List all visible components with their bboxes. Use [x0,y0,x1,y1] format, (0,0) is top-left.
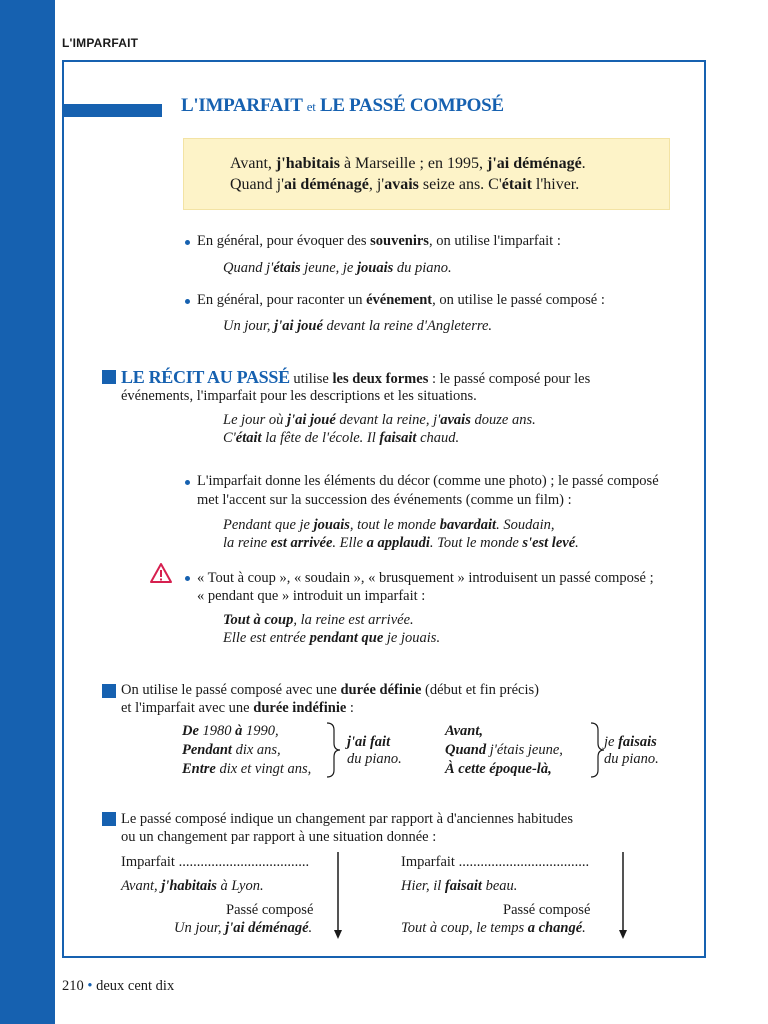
decor-line-2: met l'accent sur la succession des événements (comme un film) : [197,492,572,508]
duree-right-result-1: je faisais [604,734,657,750]
evenement-example: Un jour, j'ai joué devant la reine d'Angleterre. [223,318,493,334]
recit-heading: LE RÉCIT AU PASSÉ [121,367,290,387]
page-footer [62,978,174,995]
duree-left-1: De 1980 à 1990, [182,723,279,739]
souvenirs-rule: En général, pour évoquer des souvenirs, on utilise l'imparfait : [197,233,561,249]
left-color-band [0,0,55,1024]
changement-right-imparfait-label: Imparfait .................................... [401,854,590,870]
running-head: L'IMPARFAIT [62,36,139,50]
section-square [102,370,116,384]
changement-line-2: ou un changement par rapport à une situation donnée : [121,829,437,845]
bullet-dot [185,480,190,485]
changement-left-example: Avant, j'habitais à Lyon. [121,878,264,894]
changement-left-pc-example: Un jour, j'ai déménagé. [174,920,313,936]
example-box-line-1: Avant, j'habitais à Marseille ; en 1995, j'ai déménagé. [230,155,586,172]
duree-line-2: et l'imparfait avec une durée indéfinie : [121,700,354,716]
warning-icon [149,562,173,584]
duree-right-3: À cette époque-là, [445,761,552,777]
bullet-dot [185,240,190,245]
tout-a-coup-line-2: « pendant que » introduit un imparfait : [197,588,426,604]
decor-example-1: Pendant que je jouais, tout le monde bavardait. Soudain, [223,517,555,533]
title-bar [62,104,162,117]
decor-line-1: L'imparfait donne les éléments du décor (comme une photo) ; le passé composé [197,473,659,489]
duree-right-2: Quand j'étais jeune, [445,742,563,758]
example-box [183,138,670,210]
duree-left-result-1: j'ai fait [347,734,391,750]
recit-example-1: Le jour où j'ai joué devant la reine, j'avais douze ans. [223,412,536,428]
right-brace [325,722,341,778]
recit-example-2: C'était la fête de l'école. Il faisait chaud. [223,430,460,446]
changement-left-pc-label: Passé composé [226,902,314,918]
footer-bullet: • [87,978,93,994]
tout-a-coup-line-1: « Tout à coup », « soudain », « brusquement » introduisent un passé composé ; [197,570,654,586]
example-box-line-2: Quand j'ai déménagé, j'avais seize ans. C'était l'hiver. [230,176,580,193]
changement-right-pc-label: Passé composé [503,902,591,918]
duree-left-3: Entre dix et vingt ans, [182,761,312,777]
section-square [102,812,116,826]
changement-left-imparfait-label: Imparfait .................................... [121,854,310,870]
page-number-words: deux cent dix [96,978,175,994]
duree-line-1: On utilise le passé composé avec une durée définie (début et fin précis) [121,682,539,698]
bullet-dot [185,576,190,581]
tout-a-coup-example-2: Elle est entrée pendant que je jouais. [223,630,441,646]
changement-right-pc-example: Tout à coup, le temps a changé. [401,920,586,936]
evenement-rule: En général, pour raconter un événement, on utilise le passé composé : [197,292,605,308]
bullet-dot [185,299,190,304]
duree-left-result-2: du piano. [347,751,402,767]
souvenirs-example: Quand j'étais jeune, je jouais du piano. [223,260,452,276]
duree-left-2: Pendant dix ans, [182,742,281,758]
duree-right-result-2: du piano. [604,751,659,767]
tout-a-coup-example-1: Tout à coup, la reine est arrivée. [223,612,414,628]
duree-right-1: Avant, [445,723,483,739]
changement-line-1: Le passé composé indique un changement par rapport à d'anciennes habitudes [121,811,573,827]
recit-line-2: événements, l'imparfait pour les descriptions et les situations. [121,388,477,404]
down-arrow-icon [333,852,343,940]
page-number: 210 [62,978,84,994]
right-brace [589,722,605,778]
section-square [102,684,116,698]
page-title: L'IMPARFAIT et LE PASSÉ COMPOSÉ [181,95,504,116]
recit-line-1: LE RÉCIT AU PASSÉ utilise les deux formes : le passé composé pour les [121,367,591,387]
decor-example-2: la reine est arrivée. Elle a applaudi. Tout le monde s'est levé. [223,535,579,551]
down-arrow-icon [618,852,628,940]
changement-right-example: Hier, il faisait beau. [401,878,518,894]
